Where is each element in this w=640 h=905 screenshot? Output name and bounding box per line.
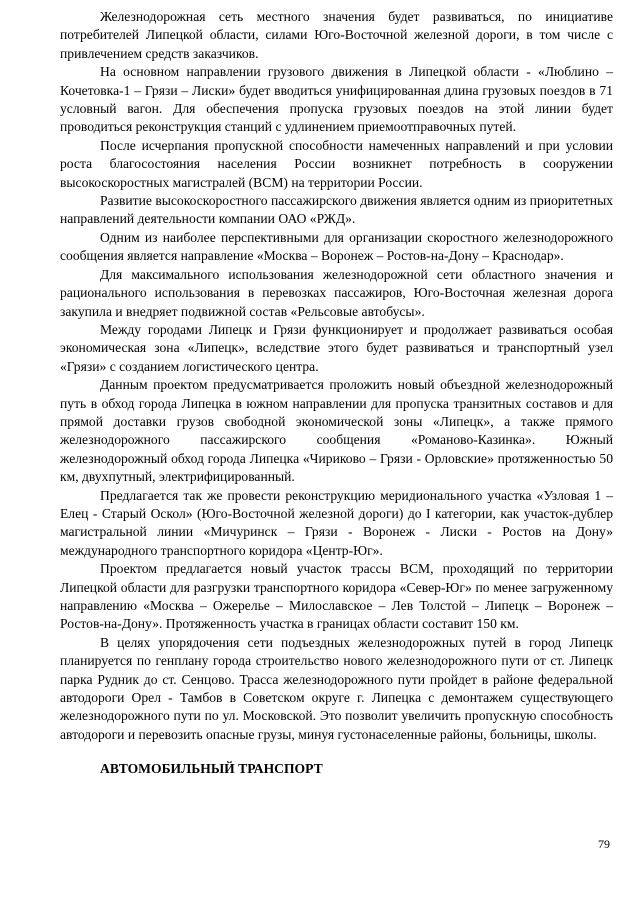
section-heading: АВТОМОБИЛЬНЫЙ ТРАНСПОРТ bbox=[100, 761, 323, 777]
paragraph-moscow-voronezh-route: Одним из наиболее перспективными для организации скоростного железнодорожного сообщения является направление «Москва – Воронеж – Ростов-на-Дону – Краснодар». bbox=[60, 229, 613, 264]
paragraph-bypass-route: Данным проектом предусматривается проложить новый объездной железнодорожный путь в обход города Липецка в южном направлении для пропуска транзитных составов и для прямой доставки грузов свободной экономической зоны «Липецк», а также прямого железнодорожного пассажирского сообщения «Романово-Казинка». Южный железнодорожный обход города Липецка «Чириково – Грязи - Орловские» протяженностью 50 км, двухпутный, электрифицированный. bbox=[60, 377, 613, 485]
page-number: 79 bbox=[598, 837, 610, 851]
paragraph-economic-zone: Между городами Липецк и Грязи функционирует и продолжает развиваться особая экономическая зона «Липецк», вследствие этого будет развиваться и транспортный узел «Грязи» с созданием логистического центра. bbox=[60, 321, 613, 374]
paragraph-vsm-section: Проектом предлагается новый участок трассы ВСМ, проходящий по территории Липецкой области для разгрузки транспортного коридора «Север-Юг» по менее загруженному направлению «Москва – Ожерелье – Милославское – Лев Толстой – Липецк – Воронеж – Ростов-на-Дону». Протяженность участка в границах области составит 150 км. bbox=[60, 561, 613, 632]
document-page bbox=[60, 8, 613, 779]
paragraph-access-tracks: В целях упорядочения сети подъездных железнодорожных путей в город Липецк планируется по генплану города строительство нового железнодорожного пути от ст. Липецк парка Рудник до ст. Сенцово. Трасса железнодорожного пути пройдет в районе федеральной автодороги Орел - Тамбов в Советском округе г. Липецка с демонтажем существующего железнодорожного пути по ул. Московской. Это позволит увеличить пропускную способность автодороги и перевозить опасные грузы, минуя густонаселенные районы, больницы, школы. bbox=[60, 634, 613, 742]
paragraph-rzd-priority: Развитие высокоскоростного пассажирского движения является одним из приоритетных направлений деятельности компании ОАО «РЖД». bbox=[60, 193, 613, 227]
paragraph-meridional-section: Предлагается так же провести реконструкцию меридионального участка «Узловая 1 – Елец - Старый Оскол» (Юго-Восточной железной дороги) до I категории, как участок-дублер магистральной линии «Мичуринск – Грязи - Воронеж - Лиски - Ростов на Дону» международного транспортного коридора «Центр-Юг». bbox=[60, 487, 613, 558]
paragraph-local-railway-network: Железнодорожная сеть местного значения будет развиваться, по инициативе потребителей Липецкой области, силами Юго-Восточной железной дороги, в том числе с привлечением средств заказчиков. bbox=[60, 9, 613, 61]
paragraph-rail-buses: Для максимального использования железнодорожной сети областного значения и рационального использования в перевозках пассажиров, Юго-Восточная железная дорога закупила и внедряет подвижной состав «Рельсовые автобусы». bbox=[60, 266, 613, 319]
paragraph-high-speed-need: После исчерпания пропускной способности намеченных направлений и при условии роста благосостояния населения России возникнет потребность в сооружении высокоскоростных магистралей (ВСМ) на территории России. bbox=[60, 137, 613, 190]
paragraph-freight-direction: На основном направлении грузового движения в Липецкой области - «Люблино – Кочетовка-1 – Грязи – Лиски» будет вводиться унифицированная длина грузовых поездов в 71 условный вагон. Для обеспечения пропуска грузовых поездов на этой линии будет проводиться реконструкция станций с удлинением приемоотправочных путей. bbox=[60, 64, 613, 135]
